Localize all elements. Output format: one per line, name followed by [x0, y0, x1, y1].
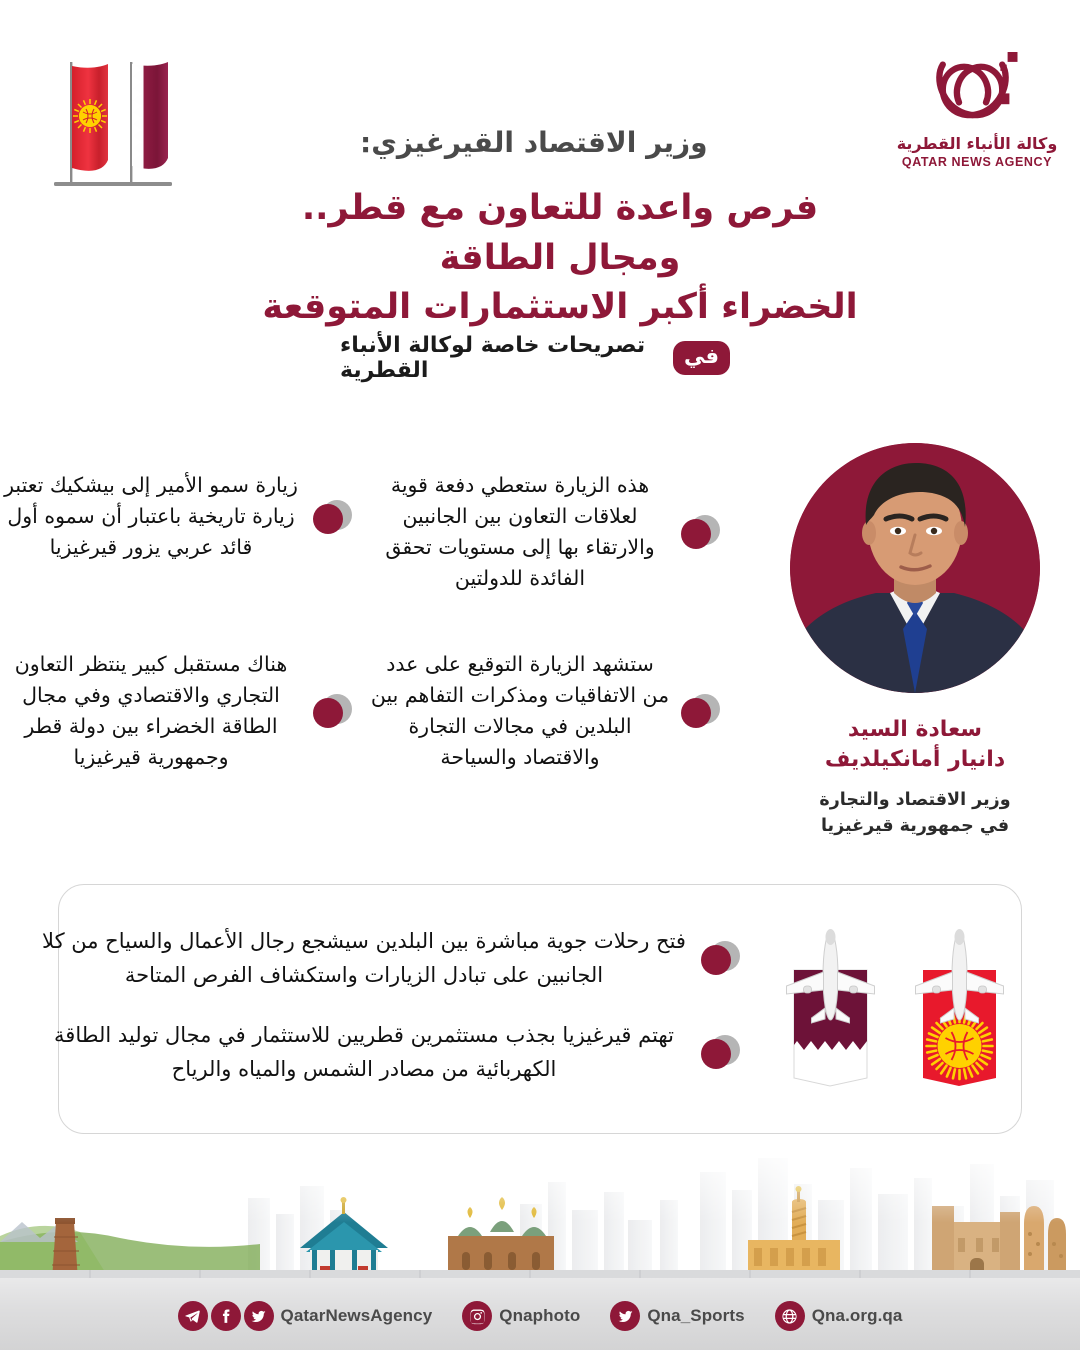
highlights-rows [40, 924, 740, 1086]
headline-line-2: الخضراء أكبر الاستثمارات المتوقعة [262, 287, 858, 328]
social-label[interactable]: Qnaphoto [499, 1306, 581, 1325]
bullet-marker-icon [312, 500, 352, 534]
flags-pair [46, 48, 186, 198]
kicker-text: وزير الاقتصاد القيرغيزي: [360, 126, 708, 159]
qna-logo-english: QATAR NEWS AGENCY [901, 155, 1053, 169]
person-name [790, 715, 1040, 774]
quote-text: هناك مستقبل كبير ينتظر التعاون التجاري والاقتصادي وفي مجال الطاقة الخضراء بين دولة قطر وجمهورية قيرغيزيا [14, 651, 288, 770]
globe-icon[interactable] [775, 1301, 805, 1331]
airplane-over-qatar-flag-icon [778, 928, 883, 1093]
social-label[interactable]: QatarNewsAgency [280, 1306, 433, 1325]
social-group-website[interactable] [775, 1301, 903, 1331]
landmarks-skyline [0, 1140, 1080, 1290]
bullet-marker-icon [700, 1035, 740, 1069]
subline-badge: في [673, 341, 730, 374]
quote-text: زيارة سمو الأمير إلى بيشكيك تعتبر زيارة تاريخية باعتبار أن سموه أول قائد عربي يزور قيرغيزيا [4, 473, 298, 560]
highlight-row [40, 924, 740, 992]
person-name-line-1: سعادة السيد [847, 717, 983, 742]
quote-cell-right [0, 649, 370, 774]
highlight-row [40, 1018, 740, 1086]
facebook-icon[interactable] [211, 1301, 241, 1331]
social-group-qnasports[interactable] [610, 1301, 744, 1331]
person-title [790, 788, 1040, 839]
subline-text: تصريحات خاصة لوكالة الأنباء القطرية [340, 333, 646, 383]
social-group-qnaphoto[interactable] [462, 1301, 580, 1331]
bullet-marker-icon [680, 694, 720, 728]
social-bar [0, 1292, 1080, 1340]
subline [340, 333, 730, 383]
highlight-text: تهتم قيرغيزيا بجذب مستثمرين قطريين للاستثمار في مجال توليد الطاقة الكهربائية من مصادر الشمس والمياه والرياح [54, 1023, 674, 1082]
avatar [790, 443, 1040, 693]
headline-line-1: فرص واعدة للتعاون مع قطر.. ومجال الطاقة [301, 188, 819, 278]
highlight-text: فتح رحلات جوية مباشرة بين البلدين سيشجع رجال الأعمال والسياح من كلا الجانبين على تبادل الزيارات واستكشاف الفرص المتاحة [42, 929, 686, 988]
bullet-marker-icon [680, 515, 720, 549]
page-title [240, 184, 880, 333]
quote-cell-left [370, 470, 720, 595]
quote-cell-right [0, 470, 370, 563]
bullet-marker-icon [700, 941, 740, 975]
person-block [790, 443, 1040, 839]
qna-logo [892, 42, 1062, 192]
twitter-icon[interactable] [610, 1301, 640, 1331]
quote-text: ستشهد الزيارة التوقيع على عدد من الاتفاقيات ومذكرات التفاهم بين البلدين في مجالات التجارة والاقتصاد والسياحة [370, 651, 670, 770]
quote-row [0, 470, 760, 595]
airplane-over-kyrgyzstan-flag-icon [907, 928, 1012, 1093]
plane-flag-graphics [770, 928, 1020, 1098]
person-title-line-2: في جمهورية قيرغيزيا [820, 815, 1010, 836]
quote-text: هذه الزيارة ستعطي دفعة قوية لعلاقات التعاون بين الجانبين والارتقاء بها إلى مستويات تحقق الفائدة للدولتين [385, 473, 655, 591]
social-group-qatarnewsagency[interactable] [178, 1301, 433, 1331]
social-label[interactable]: Qna_Sports [647, 1306, 745, 1325]
person-name-line-2: دانيار أمانكيلديف [824, 746, 1006, 772]
qna-logo-arabic: وكالة الأنباء القطرية [896, 134, 1058, 153]
telegram-icon[interactable] [178, 1301, 208, 1331]
qna-atom-logo-icon [923, 42, 1031, 134]
person-title-line-1: وزير الاقتصاد والتجارة [819, 790, 1011, 811]
social-label[interactable]: Qna.org.qa [811, 1306, 903, 1325]
quote-cell-left [370, 649, 720, 774]
bullet-marker-icon [312, 694, 352, 728]
quotes-grid [0, 470, 760, 773]
instagram-icon[interactable] [462, 1301, 492, 1331]
quote-row [0, 649, 760, 774]
twitter-icon[interactable] [244, 1301, 274, 1331]
